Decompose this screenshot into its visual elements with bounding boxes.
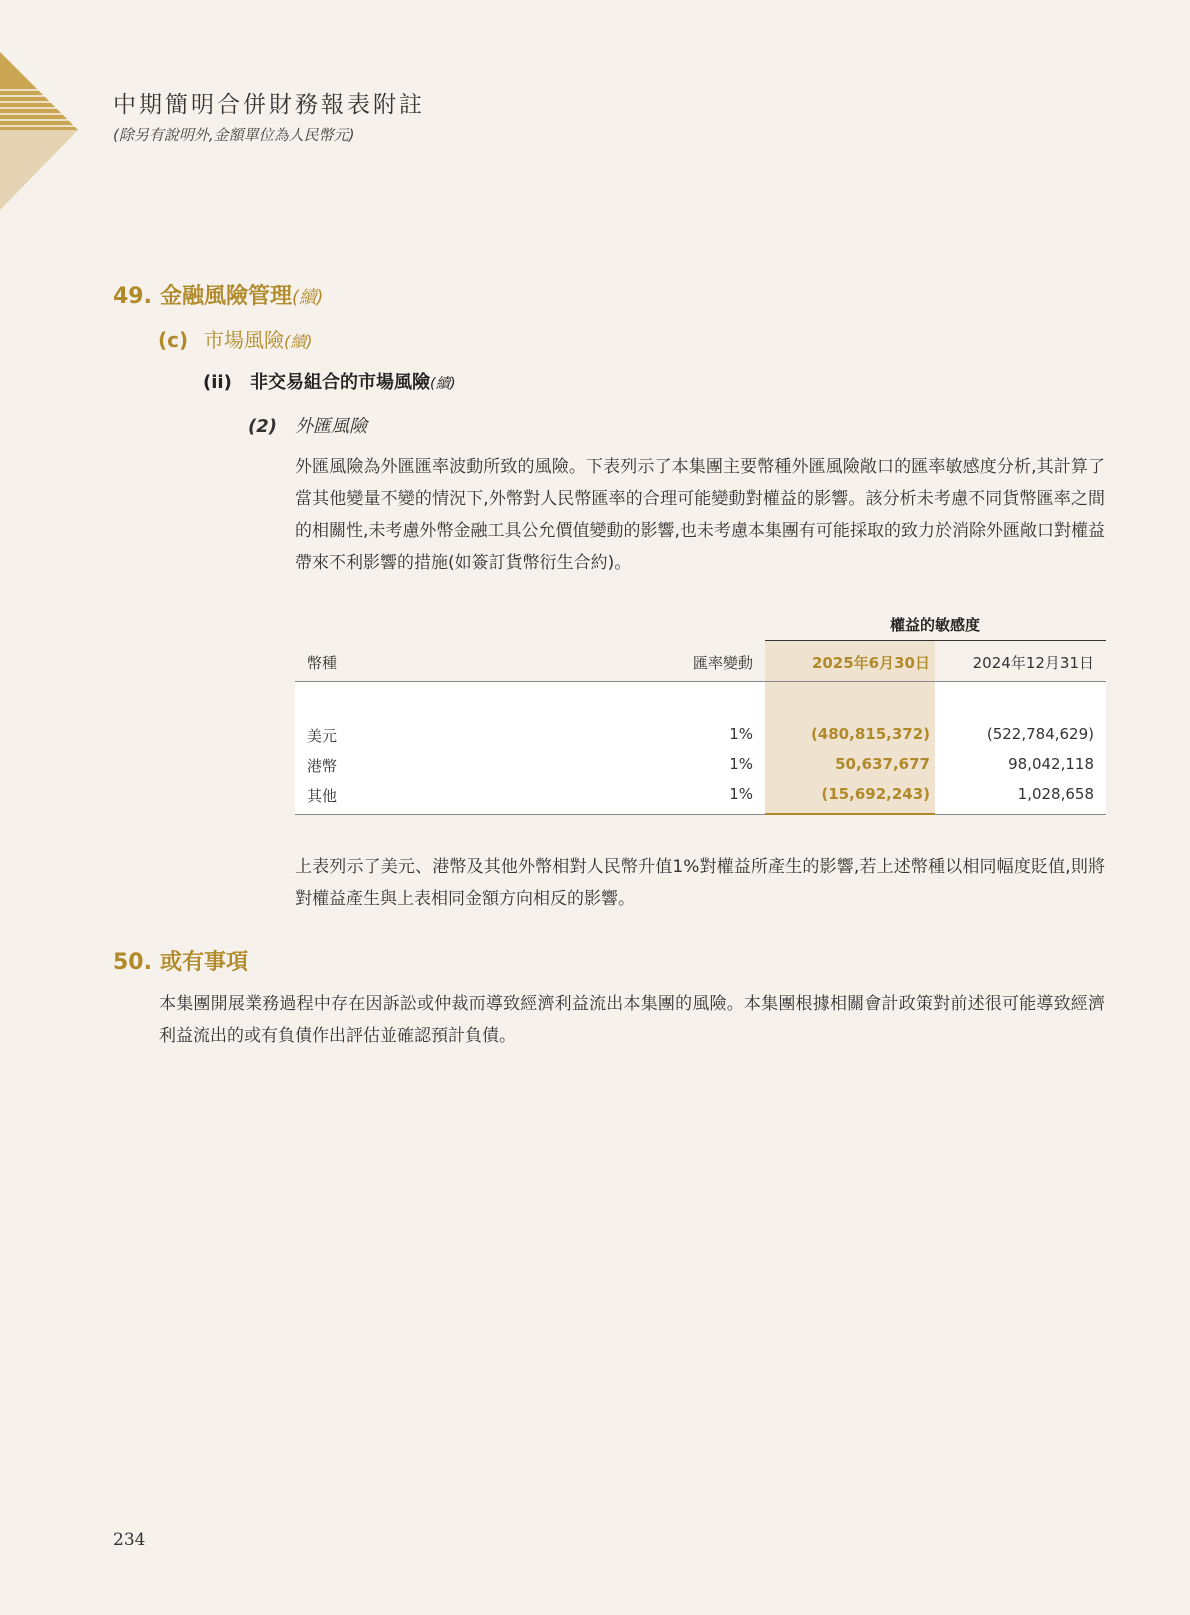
section-50-number: 50. — [113, 950, 152, 975]
column-header-currency: 幣種 — [307, 654, 338, 672]
table-row-other-2024: 1,028,658 — [1017, 785, 1094, 803]
section-49-heading — [113, 279, 323, 310]
table-row-other-2025: (15,692,243) — [821, 785, 930, 803]
subsection-ii-number: (ii) — [203, 372, 232, 393]
table-row-hkd-currency: 港幣 — [307, 757, 338, 775]
column-header-2025: 2025年6月30日 — [811, 654, 930, 672]
section-50-title: 或有事項 — [160, 950, 249, 975]
table-row-hkd-rate: 1% — [729, 755, 753, 773]
running-header-title: 中期簡明合併財務報表附註 — [113, 92, 425, 118]
fx-sensitivity-table — [295, 612, 1106, 814]
header-rule — [295, 681, 1106, 682]
table-row-usd-currency: 美元 — [307, 727, 338, 745]
subsection-ii-heading — [203, 368, 456, 394]
highlight-column-footer-rule — [765, 813, 935, 815]
table-body-background — [295, 682, 1106, 814]
section-50-heading — [113, 945, 248, 976]
subsection-c-heading — [158, 324, 313, 353]
table-row-usd-2024: (522,784,629) — [986, 725, 1094, 743]
page-number: 234 — [113, 1530, 146, 1550]
contingencies-paragraph: 本集團開展業務過程中存在因訴訟或仲裁而導致經濟利益流出本集團的風險。本集團根據相關會計政策對前述很可能導致經濟利益流出的或有負債作出評估並確認預計負債。 — [159, 994, 1105, 1046]
subsection-2-heading — [248, 412, 367, 438]
table-row-other-currency: 其他 — [307, 787, 338, 805]
table-row-hkd-2024: 98,042,118 — [1008, 755, 1094, 773]
table-row-usd-2025: (480,815,372) — [810, 725, 930, 743]
column-header-rate-change: 匯率變動 — [692, 654, 753, 672]
subsection-2-title: 外匯風險 — [295, 416, 367, 437]
subsection-c-cont: (續) — [284, 332, 313, 351]
group-header-equity-sensitivity: 權益的敏感度 — [889, 616, 980, 634]
table-row-other-rate: 1% — [729, 785, 753, 803]
subsection-c-title: 市場風險 — [204, 328, 284, 352]
column-header-2024: 2024年12月31日 — [972, 654, 1094, 672]
subsection-c-number: (c) — [158, 328, 189, 352]
fx-risk-intro-paragraph: 外匯風險為外匯匯率波動所致的風險。下表列示了本集團主要幣種外匯風險敞口的匯率敏感度分析,其計算了當其他變量不變的情況下,外幣對人民幣匯率的合理可能變動對權益的影響。該分析未考慮不同貨幣匯率之間的相關性,未考慮外幣金融工具公允價值變動的影響,也未考慮本集團有可能採取的致力於消除外匯敞口對權益帶來不利影響的措施(如簽訂貨幣衍生合約)。 — [295, 457, 1105, 573]
subsection-ii-cont: (續) — [430, 376, 456, 392]
table-row-usd-rate: 1% — [729, 725, 753, 743]
section-49-cont: (續) — [292, 288, 324, 308]
section-49-number: 49. — [113, 284, 152, 309]
table-explanation-paragraph: 上表列示了美元、港幣及其他外幣相對人民幣升值1%對權益所產生的影響,若上述幣種以相同幅度貶值,則將對權益產生與上表相同金額方向相反的影響。 — [295, 857, 1105, 909]
subsection-2-number: (2) — [248, 416, 277, 437]
footer-rule — [295, 814, 1106, 815]
table-row-hkd-2025: 50,637,677 — [835, 755, 930, 773]
running-header-subtitle: (除另有說明外,金額單位為人民幣元) — [113, 126, 355, 144]
section-49-title: 金融風險管理 — [160, 284, 293, 309]
group-header-rule — [765, 640, 1106, 641]
corner-decoration — [0, 0, 80, 210]
subsection-ii-title: 非交易組合的市場風險 — [250, 372, 430, 393]
